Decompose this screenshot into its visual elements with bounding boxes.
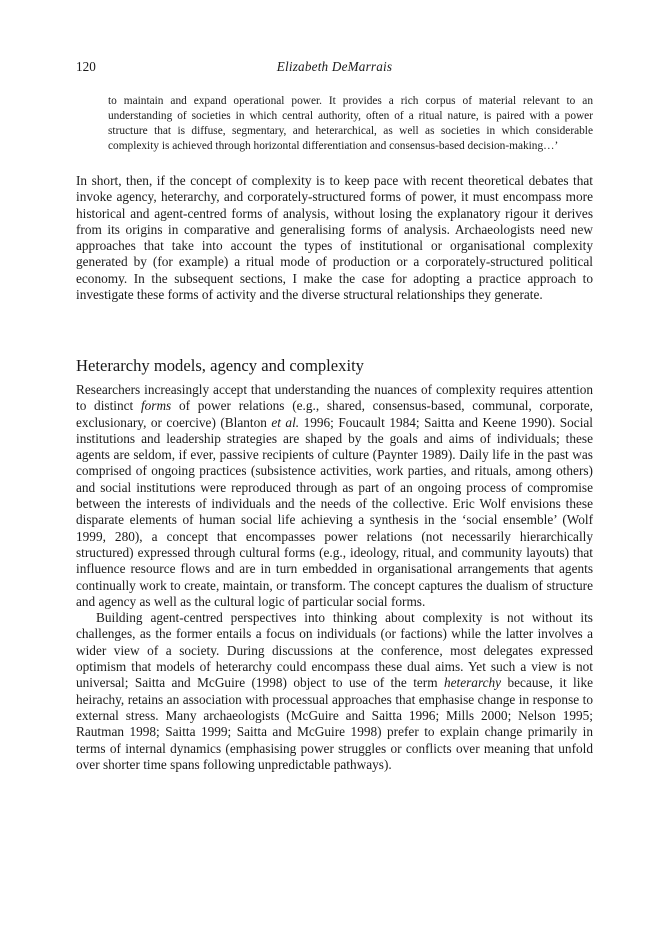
body-paragraph-1	[76, 382, 593, 610]
block-quote: to maintain and expand operational power. It provides a rich corpus of material relevant to an understanding of societies in which central authority, often of a ritual nature, is paired with a power structure that is diffuse, segmentary, and heterarchical, as well as societies in which considerable complexity is achieved through horizontal differentiation and consensus-based decision-making…’	[108, 95, 593, 153]
body-paragraph-2	[76, 610, 593, 773]
summary-section	[76, 173, 593, 303]
p1-forms-emphasis: forms	[140, 398, 172, 414]
running-author: Elizabeth DeMarrais	[276, 59, 393, 74]
p1-text-a: Researchers increasingly accept that understanding the nuances of complexity requires attention to distinct	[76, 382, 593, 414]
running-head	[76, 59, 593, 77]
p1-text-c: 1996; Foucault 1984; Saitta and Keene 1990). Social institutions and leadership strategies are shaped by the goals and aims of individuals; these agents are seldom, if ever, passive recipients of culture (Paynter 1989). Daily life in the past was comprised of ongoing practices (subsistence activities, work parties, and rituals, among others) and social institutions were reproduced through as part of an ongoing process of compromise between the interests of individuals and the needs of the collective. Eric Wolf envisions these disparate elements of human social life achieving a synthesis in the ‘social ensemble’ (Wolf 1999, 280), a concept that encompasses power relations (not necessarily hierarchically structured) expressed through cultural forms (e.g., ideology, ritual, and community layouts) that influence resource flows and are in turn embedded in organisational arrangements that agents continually work to create, maintain, or transform. The concept captures the dualism of structure and agency as well as the cultural logic of particular social forms.	[76, 414, 593, 609]
section-body	[76, 382, 593, 773]
section-heading: Heterarchy models, agency and complexity	[76, 356, 364, 375]
page-number: 120	[76, 59, 96, 74]
p1-text-b: of power relations (e.g., shared, consensus-based, communal, corporate, exclusionary, or coercive) (Blanton	[76, 398, 593, 430]
p2-term-emphasis: heterarchy	[443, 675, 502, 691]
summary-paragraph: In short, then, if the concept of complexity is to keep pace with recent theoretical debates that invoke agency, heterarchy, and corporately-structured forms of power, it must encompass more historical and agent-centred forms of analysis, without losing the explanatory rigour it derives from its origins in comparative and generalising forms of analysis. Archaeologists need new approaches that take into account the types of institutional or organisational complexity generated by (for example) a ritual mode of production or a corporately-structured political economy. In the subsequent sections, I make the case for adopting a practice approach to investigate these forms of activity and the diverse structural relationships they generate.	[76, 173, 593, 303]
p1-etal-emphasis: et al.	[271, 414, 300, 430]
p2-text-a: Building agent-centred perspectives into thinking about complexity is not without its challenges, as the former entails a focus on individuals (or factions) while the latter involves a wider view of a society. During discussions at the conference, most delegates expressed optimism that models of heterarchy could encompass these dual aims. Yet such a view is not universal; Saitta and McGuire (1998) object to use of the term	[76, 610, 593, 691]
p2-text-b: because, it like heirachy, retains an association with processual approaches that emphasise change in response to external stress. Many archaeologists (McGuire and Saitta 1996; Mills 2000; Nelson 1995; Rautman 1998; Saitta 1999; Saitta and McGuire 1998) prefer to explain change primarily in terms of internal dynamics (emphasising power struggles or conflicts over meaning that unfold over shorter time spans following unpredictable pathways).	[76, 675, 593, 772]
